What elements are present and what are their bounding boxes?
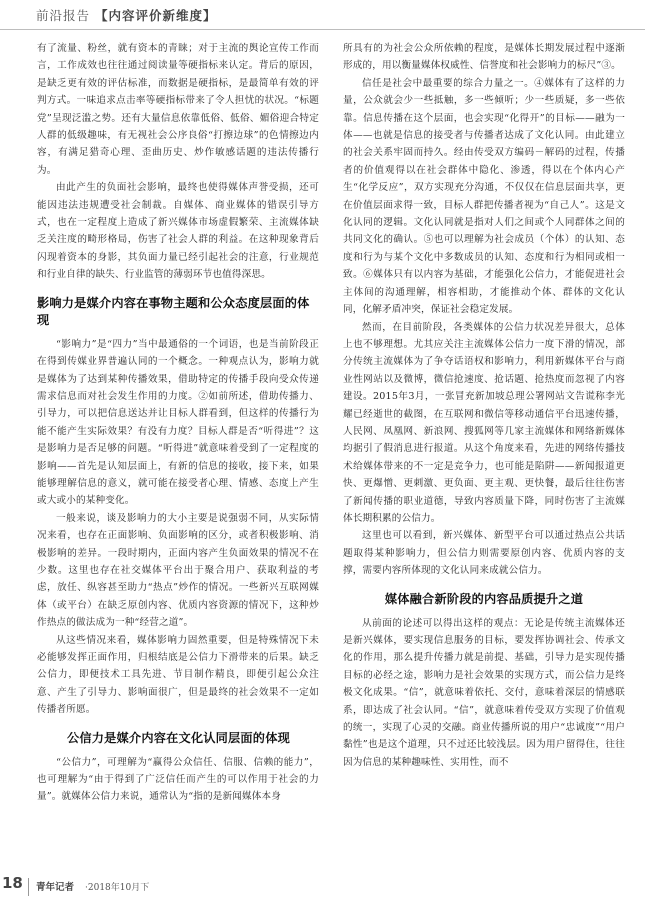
left-column <box>37 40 319 806</box>
paragraph: 从这些情况来看，媒体影响力固然重要，但是特殊情况下未必能够发挥正面作用，归根结底是公信力下滑带来的后果。缺乏公信力，即便技术工具先进、节目制作精良，即便引起公众注意、产生了引导力、影响面很广，但是最终的社会效果不一定如传播者所愿。 <box>37 634 319 716</box>
header-section-name: 前沿报告 <box>36 8 91 23</box>
paragraph: 从前面的论述可以得出这样的观点：无论是传统主流媒体还是新兴媒体，要实现信息服务的目标，要发挥协调社会、传承文化的作用，那么提升传播力就是前提、基础，引导力是实现传播目标的必经之途，影响力是社会效果的实现方式，而公信力是终极文化成果。“信”，就意味着依托、交付，意味着深层的情感联系，即达成了社会认同。“信”，就意味着传受双方实现了价值观的统一，实现了心灵的交融。商业传播所说的用户“忠诚度”“用户黏性”也是这个道理，只不过还比较浅层。因为用户留得住，往往因为信息的某种趣味性、实用性，而不 <box>343 617 625 768</box>
paragraph: 一般来说，谈及影响力的大小主要是说强弱不同，从实际情况来看，也存在正面影响、负面影响的区分，或者积极影响、消极影响的差异。一段时期内，正面内容产生负面效果的情况不在少数。这里也存在社交媒体平台出于聚合用户、获取利益的考虑，放任、纵容甚至助力“热点”炒作的情况。一些新兴互联网媒体（或平台）在缺乏原创内容、优质内容资源的情况下，这种炒作热点的做法成为一种“经营之道”。 <box>37 512 319 629</box>
issue-date: ·2018年10月下 <box>85 883 150 893</box>
paragraph: 有了流量、粉丝，就有资本的青睐；对于主流的舆论宣传工作而言，工作成效也往往通过阅读量等硬指标来认定。背后的原因，是缺乏更有效的评估标准，而数据是硬指标，是最简单有效的评判方式。一味追求点击率等硬指标带来了令人担忧的状况。“标题党”呈现泛滥之势。还有大量信息依靠低俗、低俗、媚俗迎合特定人群的低级趣味，有无视社会公序良俗“打擦边球”的色情擦边内容，有满足猎奇心理、歪曲历史、炒作敏感话题的违法传播行为。 <box>37 43 319 176</box>
page-footer <box>0 874 645 904</box>
right-column <box>343 40 625 771</box>
page-number: 18 <box>2 874 23 892</box>
paragraph: 由此产生的负面社会影响，最终也使得媒体声誉受损，还可能因违法违规遭受社会制裁。自媒体、商业媒体的错误引导方式，也在一定程度上造成了新兴媒体市场虚假繁荣、主流媒体缺乏关注度的畸形格局，伤害了社会人群的利益。在这种现象背后闪现着资本的身影，其负面力量已经引起社会的注意，行业规范和行业自律的缺失、行业监管的薄弱环节也值得深思。 <box>37 182 319 281</box>
paragraph: 这里也可以看到，新兴媒体、新型平台可以通过热点公共话题取得某种影响力，但公信力则需要原创内容、优质内容的支撑，需要内容所体现的文化认同来成就公信力。 <box>343 530 625 577</box>
page-header <box>0 0 645 30</box>
paragraph: 然而，在目前阶段，各类媒体的公信力状况差异很大，总体上也不够理想。尤其应关注主流媒体公信力一度下滑的情况，部分传统主流媒体为了争夺话语权和影响力，利用新媒体平台与商业性网站以及微博，微信抢速度、抢话题、抢热度而忽视了内容建设。2015年3月，一张冒充新加坡总理公署网站文告谎称李光耀已经逝世的截图，在互联网和微信等移动通信平台迅速传播，人民网、凤凰网、新浪网、搜狐网等几家主流媒体和网络新媒体均据引了假消息进行报道。从这个角度来看，先进的网络传播技术给媒体带来的不一定是竞争力，也可能是陷阱——新闻报道更快、更爆憎、更刺激、更负面、更主观、更快餐，最后往往伤害了新闻传播的职业道德，导致内容质量下降，同时伤害了主流媒体长期积累的公信力。 <box>343 321 625 524</box>
magazine-name: 青年记者 <box>36 882 75 893</box>
header-column-tag: 【内容评价新维度】 <box>95 8 217 23</box>
section-heading: 影响力是媒介内容在事物主题和公众态度层面的体现 <box>37 295 310 327</box>
footer-divider <box>28 878 29 896</box>
paragraph: “公信力”，可理解为“赢得公众信任、信服、信赖的能力”，也可理解为“由于得到了广泛信任而产生的可以作用于社会的力量”。就媒体公信力来说，通常认为“指的是新闻媒体本身 <box>37 756 319 803</box>
paragraph: “影响力”是“四力”当中最通俗的一个词语，也是当前阶段正在得到传媒业界普遍认同的一个概念。一种观点认为，影响力就是媒体为了达到某种传播效果，借助特定的传播手段向受众传递需求信息而对社会发生作用的力度。②如前所述，借助传播力、引导力，可以把信息送达并让目标人群看到，但这样的传播行为能不能产生实际效果？有没有力度？目标人群是否“听得进”？这是影响力是否足够的问题。“听得进”就意味着受到了一定程度的影响——首先是认知层面上，有新的信息的接收，接下来，如果能够理解信息的意义，就可能在接受者心理、情感、态度上产生或大或小的某种变化。 <box>37 338 319 507</box>
paragraph: 信任是社会中最重要的综合力量之一。④媒体有了这样的力量，公众就会少一些抵触，多一些倾听；少一些质疑，多一些依靠。信息传播在这个层面，也会实现“化得开”的目标——融为一体——也就是信息的接受者与传播者达成了文化认同。由此建立的社会关系牢固而持久。经由传受双方编码－解码的过程，传播者的价值观得以在社会群体中隐化、渗透，得以在个体内心产生“化学反应”，双方实现充分沟通，不仅仅在信息层面共享，更在价值层面求得一致，目标人群把传播者视为“自己人”。这是文化认同的逻辑。文化认同就是指对人们之间或个人同群体之间的共同文化的确认。⑤也可以理解为社会成员（个体）的认知、态度和行为与某个文化中多数成员的认知、态度和行为相同或相一致。⑥媒体只有以内容为基础，才能强化公信力，才能促进社会主体间的沟通理解，相容相助，才能推动个体、群体的文化认同，化解矛盾冲突，保证社会稳定发展。 <box>343 77 625 316</box>
paragraph: 所具有的为社会公众所依赖的程度，是媒体长期发展过程中逐渐形成的，用以衡量媒体权威性、信誉度和社会影响力的标尺”③。 <box>343 43 625 72</box>
section-heading: 媒体融合新阶段的内容品质提升之道 <box>384 591 584 606</box>
section-heading: 公信力是媒介内容在文化认同层面的体现 <box>67 730 290 745</box>
